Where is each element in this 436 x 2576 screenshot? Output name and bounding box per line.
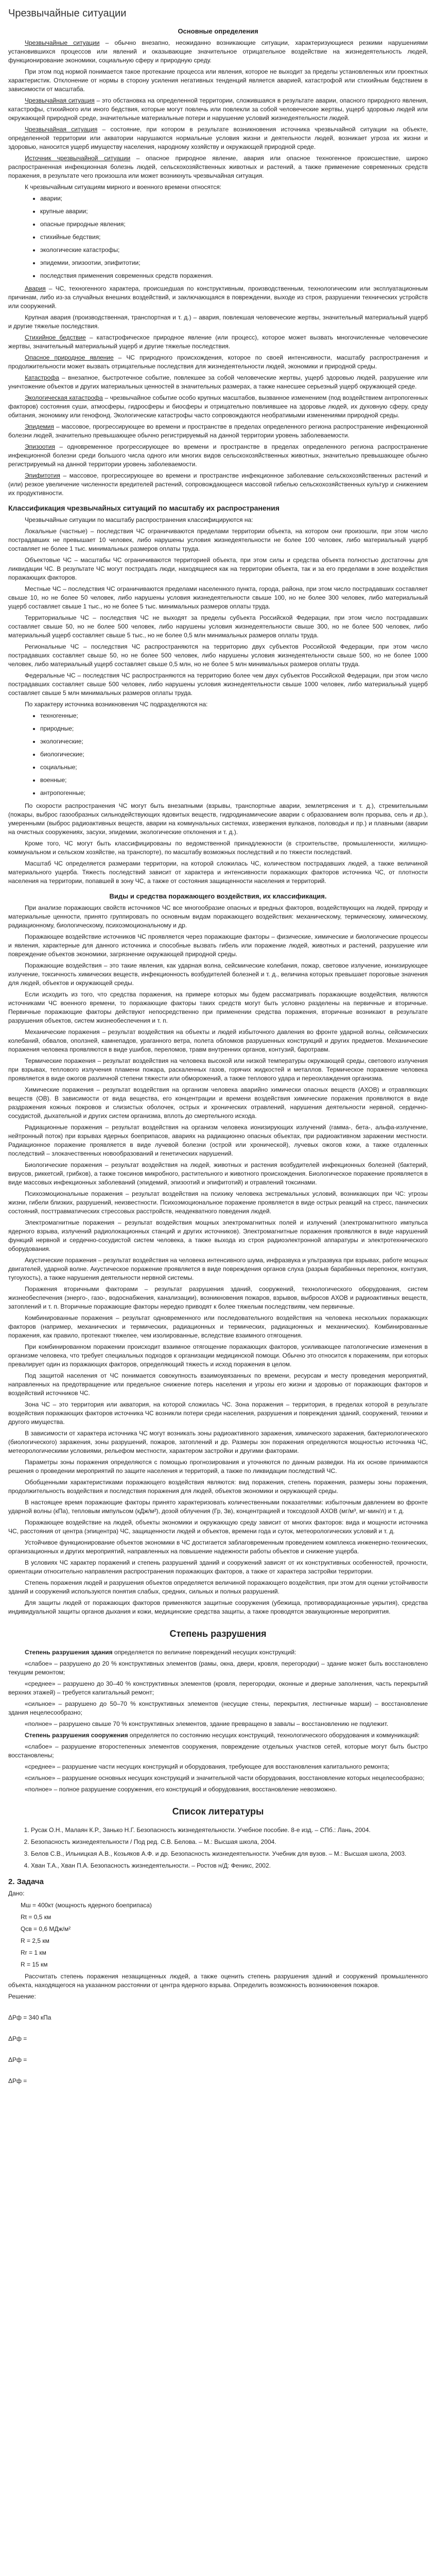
given-line: Qсв = 0,6 МДж/м² — [21, 1925, 71, 1933]
term: Эпизоотия — [25, 443, 55, 450]
paragraph: Психоэмоциональные поражения – результат воздействия на психику человека экстремальных условий, возникающих при ЧС: угрозы жизни, гибели близких, разрушений, неизвестности. Психоэмоциональное поражение проявляется в виде острых реакций на стресс, панических состояний, посттравматических стрессовых расстройств, неадекватного поведения людей. — [8, 1190, 428, 1215]
result-line: ΔРф = — [8, 2035, 27, 2042]
paragraph: Крупная авария (производственная, транспортная и т. д.) – авария, повлекшая человеческие жертвы, значительный материальный ущерб и другие тяжелые последствия. — [8, 314, 428, 330]
list-item: • военные; — [40, 776, 428, 785]
paragraph: Под защитой населения от ЧС понимается совокупность взаимоувязанных по времени, ресурсам и месту проведения мероприятий, направленных на предотвращение или предельное снижение потерь населения и угрозы его жизни и здоровью от поражающих факторов и воздействий источников ЧС. — [8, 1372, 428, 1397]
paragraph: При анализе поражающих свойств источников ЧС все многообразие опасных и вредных факторов, воздействующих на людей, природу и материальные ценности, принято группировать по основным видам поражающего воздействия: механическому, термическому, химическому, радиационному, биологическому, психоэмоциональному и др. — [8, 904, 428, 929]
paragraph: Обобщенными характеристиками поражающего воздействия являются: вид поражения, степень поражения, размеры зоны поражения, продолжительность воздействия и последствия поражения для людей, объектов экономики и окружающей среды. — [8, 1479, 428, 1495]
paragraph: Региональные ЧС – последствия ЧС распространяются на территорию двух субъектов Российской Федерации, при этом число пострадавших составляет свыше 50, но не более 500 человек, либо нарушены условия жизнедеятельности свыше 500, но не более 1000 человек, либо материальный ущерб составляет свыше 0,5 млн, но не более 5 млн минимальных размеров оплаты труда. — [8, 643, 428, 668]
term: Эпидемия — [25, 423, 54, 430]
task-solution — [8, 1992, 428, 2086]
paragraph: Термические поражения – результат воздействия на человека высокой или низкой температуры окружающей среды, светового излучения при взрывах, теплового излучения пламени пожара, раскаленных газов, горячих жидкостей и металлов. Термическое поражение человека проявляется в виде ожогов различной степени тяжести или обморожений, а также теплового удара и переохлаждения организма. — [8, 1057, 428, 1082]
paragraph: Химические поражения – результат воздействия на организм человека аварийно химически опасных веществ (АХОВ) и отравляющих веществ (ОВ). В зависимости от вида вещества, его концентрации и времени воздействия химические поражения проявляются в виде раздражения кожных покровов и слизистых оболочек, острых и хронических отравлений, нарушения деятельности нервной, сердечно-сосудистой, дыхательной и других систем организма, вплоть до смертельного исхода. — [8, 1086, 428, 1120]
paragraph: Параметры зоны поражения определяются с помощью прогнозирования и уточняются по данным разведки. На их основе принимаются решения о проведении мероприятий по защите населения и территорий, а также по ликвидации последствий ЧС. — [8, 1459, 428, 1475]
term: Степень разрушения сооружения — [25, 1732, 128, 1739]
paragraph: Местные ЧС – последствия ЧС ограничиваются пределами населенного пункта, города, района, при этом число пострадавших составляет свыше 10, но не более 50 человек, либо нарушены условия жизнедеятельности свыше 100, но не более 300 человек, либо материальный ущерб составляет свыше 1 тыс., но не более 5 тыс. минимальных размеров оплаты труда. — [8, 585, 428, 610]
list-item: • стихийные бедствия; — [40, 233, 428, 242]
paragraph: Эпифитотия – массовое, прогрессирующее во времени и пространстве инфекционное заболевание сельскохозяйственных растений и (или) резкое увеличение численности вредителей растений, сопровождающееся массовой гибелью сельскохозяйственных культур и снижением их продуктивности. — [8, 472, 428, 497]
solution-label: Решение: — [8, 1993, 36, 2000]
paragraph: Эпизоотия – одновременное прогрессирующее во времени и пространстве в пределах определенного региона распространение инфекционной болезни среди большого числа одного или многих видов сельскохозяйственных животных, значительно превышающее обычно регистрируемый на данной территории уровень заболеваемости. — [8, 443, 428, 468]
paragraph: «слабое» – разрушение второстепенных элементов сооружения, повреждение отдельных участков сетей, которые могут быть быстро восстановлены; — [8, 1743, 428, 1759]
paragraph: Локальные (частные) – последствия ЧС ограничиваются пределами территории объекта, на котором они произошли, при этом число пострадавших не превышает 10 человек, либо нарушены условия жизнедеятельности не более 100 человек, либо материальный ущерб составляет не более 1 тыс. минимальных размеров оплаты труда. — [8, 528, 428, 552]
paragraph: «слабое» – разрушено до 20 % конструктивных элементов (рамы, окна, двери, кровля, перегородки) – здание может быть восстановлено текущим ремонтом; — [8, 1660, 428, 1676]
term: Авария — [25, 285, 46, 292]
given-line: R = 15 км — [21, 1961, 48, 1968]
paragraph: Механические поражения – результат воздействия на объекты и людей избыточного давления во фронте ударной волны, сейсмических колебаний, обвалов, оползней, камнепадов, ураганного ветра, полета обломков разрушенных конструкций и других предметов. Механические поражения человека проявляются в виде ушибов, переломов, травм внутренних органов, контузий, баротравм. — [8, 1028, 428, 1053]
paragraph: Источник чрезвычайной ситуации – опасное природное явление, авария или опасное техногенное происшествие, широко распространенная инфекционная болезнь людей, сельскохозяйственных животных и растений, а также применение современных средств поражения, в результате чего произошла или может возникнуть чрезвычайная ситуация. — [8, 155, 428, 179]
reference-item: 2. Безопасность жизнедеятельности / Под ред. С.В. Белова. – М.: Высшая школа, 2004. — [31, 1838, 428, 1846]
result-line: ΔРф = — [8, 2077, 27, 2084]
list-item: • антропогенные; — [40, 789, 428, 798]
paragraph: Комбинированные поражения – результат одновременного или последовательного воздействия на человека нескольких поражающих факторов (например, механических и термических, радиационных и термических, радиационных и механических). Комбинированные поражения, как правило, протекают тяжелее, чем изолированные, вследствие взаимного отягощения. — [8, 1314, 428, 1339]
term: Чрезвычайные ситуации — [25, 39, 100, 46]
paragraph: Рассчитать степень поражения незащищенных людей, а также оценить степень разрушения зданий и сооружений промышленного объекта, находящегося на указанном расстоянии от центра ядерного взрыва. Определить возможность возникновения пожаров. — [8, 1973, 428, 1989]
paragraph: Степень поражения людей и разрушения объектов определяется величиной поражающего воздействия, при этом для оценки устойчивости зданий и сооружений используются понятия слабых, средних, сильных и полных разрушений. — [8, 1579, 428, 1595]
task-heading: 2. Задача — [8, 1877, 44, 1886]
reference-item: 4. Хван Т.А., Хван П.А. Безопасность жизнедеятельности. – Ростов н/Д: Феникс, 2002. — [31, 1861, 428, 1870]
given-line: R = 2,5 км — [21, 1937, 49, 1944]
list-item: • экологические катастрофы; — [40, 246, 428, 255]
emergency-types-list — [8, 194, 428, 280]
paragraph: Чрезвычайные ситуации по масштабу распространения классифицируются на: — [25, 516, 253, 523]
paragraph: «полное» – полное разрушение сооружения, его конструкций и оборудования, восстановление невозможно. — [25, 1786, 337, 1793]
paragraph: Авария – ЧС, техногенного характера, происшедшая по конструктивным, производственным, технологическим или эксплуатационным причинам, либо из-за случайных внешних воздействий, и заключающаяся в повреждении, выходе из строя, разрушении технических устройств или сооружений. — [8, 285, 428, 310]
paragraph: По скорости распространения ЧС могут быть внезапными (взрывы, транспортные аварии, землетрясения и т. д.), стремительными (пожары, выброс газообразных сильнодействующих ядовитых веществ, гидродинамические аварии с образованием волн прорыва, сель и др.), умеренными (выброс радиоактивных веществ, аварии на коммунальных системах, извержения вулканов, половодья и пр.) и плавными (аварии на очистных сооружениях, засухи, эпидемии, экологические отклонения и т. д.). — [8, 802, 428, 836]
source-types-list — [8, 711, 428, 798]
paragraph: Чрезвычайная ситуация – состояние, при котором в результате возникновения источника чрезвычайной ситуации на объекте, определенной территории или акватории нарушаются нормальные условия жизни и деятельности людей, возникает угроза их жизни и здоровью, наносится ущерб имуществу населения, народному хозяйству и окружающей природной среде. — [8, 126, 428, 150]
list-item: • крупные аварии; — [40, 207, 428, 216]
references-heading: Список литературы — [172, 1806, 264, 1817]
section-heading-definitions: Основные определения — [178, 27, 258, 35]
paragraph: Для защиты людей от поражающих факторов применяются защитные сооружения (убежища, противорадиационные укрытия), средства индивидуальной защиты органов дыхания и кожи, медицинские средства защиты, а также проводятся эвакуационные мероприятия. — [8, 1599, 428, 1615]
given-line: Rt = 0,5 км — [21, 1913, 51, 1921]
paragraph: Объектовые ЧС – масштабы ЧС ограничиваются территорией объекта, при этом силы и средства объекта полностью достаточны для ликвидации ЧС. В результате ЧС могут пострадать люди, находящиеся как на территории объекта, так и за его пределами в зоне воздействия поражающих факторов. — [8, 556, 428, 581]
paragraph: «среднее» – разрушено до 30–40 % конструктивных элементов (кровля, перегородки, оконные и дверные заполнения, часть перекрытий верхних этажей) – требуется капитальный ремонт; — [8, 1680, 428, 1696]
paragraph: Катастрофа – внезапное, быстротечное событие, повлекшее за собой человеческие жертвы, ущерб здоровью людей, разрушение или уничтожение объектов и других материальных ценностей в значительных размерах, а также нанесшее серьезный ущерб окружающей среде. — [8, 374, 428, 390]
term: Чрезвычайная ситуация — [25, 126, 98, 133]
paragraph: Кроме того, ЧС могут быть классифицированы по ведомственной принадлежности (в строительстве, промышленности, жилищно-коммунальном и сельском хозяйстве, на транспорте), по масштабу возможных последствий и по тяжести последствий. — [8, 840, 428, 856]
term: Опасное природное явление — [25, 354, 114, 361]
paragraph: «сильное» – разрушено до 50–70 % конструктивных элементов (несущие стены, перекрытия, лестничные марши) – восстановление здания нецелесообразно; — [8, 1700, 428, 1716]
paragraph: «сильное» – разрушение основных несущих конструкций и значительной части оборудования, восстановление которых нецелесообразно; — [25, 1774, 425, 1782]
references-list — [8, 1826, 428, 1870]
paragraph: Если исходить из того, что средства поражения, на примере которых мы будем рассматривать поражающие воздействия, являются источниками ЧС военного времени, то поражающие факторы таких средств могут быть условно разделены на первичные и вторичные. Первичные поражающие факторы действуют непосредственно при применении средства поражения, вторичные возникают в результате разрушения объектов, систем жизнеобеспечения и т. п. — [8, 991, 428, 1024]
paragraph: В условиях ЧС характер поражений и степень разрушений зданий и сооружений зависят от их конструктивных особенностей, прочности, ориентации относительно направления распространения поражающих факторов, а также от характера застройки территории. — [8, 1559, 428, 1575]
section-heading-damage-types: Виды и средства поражающего воздействия, их классификация. — [109, 892, 327, 900]
paragraph: Поражения вторичными факторами – результат разрушения зданий, сооружений, технологического оборудования, систем жизнеобеспечения (энерго-, газо-, водоснабжения, канализации), возникновения пожаров, взрывов, выбросов АХОВ и радиоактивных веществ, затоплений и т. п. Вторичные поражающие факторы нередко приводят к более тяжелым последствиям, чем первичные. — [8, 1285, 428, 1310]
paragraph: В зависимости от характера источника ЧС могут возникать зоны радиоактивного заражения, химического заражения, бактериологического (биологического) заражения, зоны разрушений, пожаров, затоплений и др. Размеры зон поражения определяются мощностью источника ЧС, метеорологическими условиями, рельефом местности, характером застройки и другими факторами. — [8, 1430, 428, 1454]
paragraph: Электромагнитные поражения – результат воздействия мощных электромагнитных полей и излучений (электромагнитного импульса ядерного взрыва, излучений радиолокационных станций и других источников). Электромагнитные поражения проявляются в виде нарушений функций нервной и сердечно-сосудистой систем человека, а также выхода из строя радиоэлектронной аппаратуры и электротехнического оборудования. — [8, 1219, 428, 1252]
list-item: • аварии; — [40, 194, 428, 203]
paragraph: Степень разрушения сооружения определяется по состоянию несущих конструкций, технологического оборудования и коммуникаций: — [25, 1732, 420, 1739]
given-line: Мш = 400кт (мощность ядерного боеприпаса) — [21, 1902, 152, 1909]
paragraph: При комбинированном поражении происходит взаимное отягощение поражающих факторов, усиливающее патологические изменения в организме человека, что требует специальных подходов к организации медицинской помощи. Обычно это относится к поражениям, при которых превалирует один из поражающих факторов, определяющий тяжесть и исход поражения в целом. — [8, 1343, 428, 1368]
paragraph: «среднее» – разрушение части несущих конструкций и оборудования, требующее для восстановления капитального ремонта; — [25, 1763, 390, 1770]
list-item: • биологические; — [40, 750, 428, 759]
term: Стихийное бедствие — [25, 334, 86, 341]
term: Источник чрезвычайной ситуации — [25, 155, 131, 162]
paragraph: Степень разрушения здания определяется по величине повреждений несущих конструкций: — [25, 1649, 297, 1656]
paragraph: Биологические поражения – результат воздействия на людей, животных и растения возбудителей инфекционных болезней (бактерий, вирусов, риккетсий, грибков), а также токсинов микробного, растительного и животного происхождения. Биологическое поражение проявляется в виде массовых инфекционных заболеваний (эпидемий, эпизоотий и эпифитотий) и отравлений токсинами. — [8, 1161, 428, 1186]
paragraph: В настоящее время поражающие факторы принято характеризовать количественными показателями: избыточным давлением во фронте ударной волны (кПа), тепловым импульсом (кДж/м²), дозой облучения (Гр, Зв), концентрацией и токсодозой АХОВ (мг/м³, мг·мин/л) и т. д. — [8, 1499, 428, 1515]
task-given — [8, 1889, 428, 1969]
term: Экологическая катастрофа — [25, 394, 103, 401]
paragraph: Поражающие воздействия – это такие явления, как ударная волна, сейсмические колебания, пожар, световое излучение, ионизирующее излучение, токсичность химических веществ, инфекционность возбудителей болезней и т. д., величина которых превышает пороговые значения для людей, объектов и окружающей среды. — [8, 962, 428, 987]
paragraph: Стихийное бедствие – катастрофическое природное явление (или процесс), которое может вызвать многочисленные человеческие жертвы, значительный материальный ущерб и другие тяжелые последствия. — [8, 334, 428, 350]
paragraph: Территориальные ЧС – последствия ЧС не выходят за пределы субъекта Российской Федерации, при этом число пострадавших составляет свыше 50, но не более 500 человек, либо нарушены условия жизнедеятельности свыше 300, но не более 500 человек, либо материальный ущерб составляет свыше 5 тыс., но не более 0,5 млн минимальных размеров оплаты труда. — [8, 614, 428, 639]
paragraph: Масштаб ЧС определяется размерами территории, на которой сложилась ЧС, количеством пострадавших людей, а также величиной материального ущерба. Тяжесть последствий зависит от характера и интенсивности поражающих факторов источника ЧС, от плотности населения на территории, попавшей в зону ЧС, а также от состояния защищенности населения и территорий. — [8, 860, 428, 885]
list-item: • техногенные; — [40, 711, 428, 720]
term: Чрезвычайная ситуация — [25, 97, 95, 104]
reference-item: 3. Белов С.В., Ильницкая А.В., Козьяков А.Ф. и др. Безопасность жизнедеятельности. Учебник для вузов. – М.: Высшая школа, 2003. — [31, 1850, 428, 1858]
paragraph: Радиационные поражения – результат воздействия на организм человека ионизирующих излучений (гамма-, бета-, альфа-излучение, нейтронный поток) при взрывах ядерных боеприпасов, авариях на радиационно опасных объектах, при радиоактивном заражении местности. Радиационное поражение проявляется в виде лучевой болезни (острой или хронической), лучевых ожогов кожи, а также отдаленных последствий – злокачественных новообразований и генетических нарушений. — [8, 1124, 428, 1157]
term: Эпифитотия — [25, 472, 60, 479]
page-title: Чрезвычайные ситуации — [8, 8, 127, 19]
section-heading-classification: Классификация чрезвычайных ситуаций по масштабу их распространения — [8, 504, 280, 512]
paragraph: К чрезвычайным ситуациям мирного и военного времени относятся: — [25, 183, 222, 191]
paragraph: Экологическая катастрофа – чрезвычайное событие особо крупных масштабов, вызванное изменением (под воздействием антропогенных факторов) состояния суши, атмосферы, гидросферы и биосферы и отрицательно повлиявшее на здоровье людей, их духовную сферу, среду обитания, экономику или генофонд. Экологические катастрофы часто сопровождаются необратимыми изменениями природной среды. — [8, 394, 428, 419]
result-line: ΔРф = 340 кПа — [8, 2014, 51, 2021]
list-item: • социальные; — [40, 763, 428, 772]
paragraph: Федеральные ЧС – последствия ЧС распространяются на территорию более чем двух субъектов Российской Федерации, при этом число пострадавших составляет свыше 500 человек, либо нарушены условия жизнедеятельности свыше 1000 человек, либо материальный ущерб составляет свыше 5 млн минимальных размеров оплаты труда. — [8, 672, 428, 697]
paragraph: Поражающее воздействие источников ЧС проявляется через поражающие факторы – физические, химические и биологические процессы и явления, характерные для данного источника и способные вызвать гибель или поражение людей, животных и растений, разрушение или повреждение объектов экономики, загрязнение окружающей природной среды. — [8, 933, 428, 958]
paragraph: Опасное природное явление – ЧС природного происхождения, которое по своей интенсивности, масштабу распространения и продолжительности может вызвать отрицательные последствия для жизнедеятельности людей, экономики и природной среды. — [8, 354, 428, 370]
paragraph: Акустические поражения – результат воздействия на человека интенсивного шума, инфразвука и ультразвука при взрывах, работе мощных двигателей, ударной волне. Акустическое поражение проявляется в виде повреждения органов слуха (разрыв барабанных перепонок, контузия, тугоухость), а также нарушения деятельности нервной системы. — [8, 1257, 428, 1281]
paragraph: Эпидемия – массовое, прогрессирующее во времени и пространстве в пределах определенного региона распространение инфекционной болезни людей, значительно превышающее обычно регистрируемый на данной территории уровень заболеваемости. — [8, 423, 428, 439]
list-item: • последствия применения современных средств поражения. — [40, 272, 428, 280]
paragraph: «полное» – разрушено свыше 70 % конструктивных элементов, здание превращено в завалы – восстановлению не подлежит. — [25, 1720, 389, 1727]
paragraph: Зона ЧС – это территория или акватория, на которой сложилась ЧС. Зона поражения – территория, в пределах которой в результате воздействия поражающих факторов источника ЧС возникли потери среди населения, разрушения и повреждения зданий, сооружений, техники и другого имущества. — [8, 1401, 428, 1426]
paragraph: Устойчивое функционирование объектов экономики в ЧС достигается заблаговременным проведением комплекса инженерно-технических, организационных и других мероприятий, направленных на повышение надежности работы объектов и снижение ущерба. — [8, 1539, 428, 1555]
document-page — [0, 6, 436, 2576]
list-item: • экологические; — [40, 737, 428, 746]
paragraph: По характеру источника возникновения ЧС подразделяются на: — [25, 701, 208, 708]
term: Катастрофа — [25, 374, 59, 381]
given-line: Rr = 1 км — [21, 1949, 46, 1956]
list-item: • природные; — [40, 724, 428, 733]
paragraph: При этом под нормой понимается такое протекание процесса или явления, которое не выходит за пределы установленных или проектных характеристик. Отклонение от нормы в сторону усиления негативных тенденций является аварией, катастрофой или стихийным бедствием в зависимости от масштаба. — [8, 68, 428, 93]
list-item: • эпидемии, эпизоотии, эпифитотии; — [40, 259, 428, 267]
given-label: Дано: — [8, 1890, 25, 1897]
section-heading-destruction: Степень разрушения — [169, 1629, 267, 1639]
result-line: ΔРф = — [8, 2056, 27, 2063]
paragraph: Чрезвычайная ситуация – это обстановка на определенной территории, сложившаяся в результате аварии, опасного природного явления, катастрофы, стихийного или иного бедствия, которые могут повлечь или повлекли за собой человеческие жертвы, ущерб здоровью людей или окружающей природной среде, значительные материальные потери и нарушение условий жизнедеятельности людей. — [8, 97, 428, 122]
paragraph: Поражающее воздействие на людей, объекты экономики и окружающую среду зависит от многих факторов: вида и мощности источника ЧС, расстояния от центра (эпицентра) ЧС, защищенности людей и объектов, времени года и суток, метеорологических условий и т. д. — [8, 1519, 428, 1535]
list-item: • опасные природные явления; — [40, 220, 428, 229]
paragraph: Чрезвычайные ситуации – обычно внезапно, неожиданно возникающие ситуации, характеризующиеся резкими нарушениями установившихся процессов или явлений и оказывающие значительное отрицательное воздействие на жизнедеятельность людей, функционирование экономики, социальную сферу и природную среду. — [8, 39, 428, 64]
term: Степень разрушения здания — [25, 1649, 113, 1656]
reference-item: 1. Русак О.Н., Малаян К.Р., Занько Н.Г. Безопасность жизнедеятельности. Учебное пособие. 8-е изд. – СПб.: Лань, 2004. — [31, 1826, 428, 1835]
